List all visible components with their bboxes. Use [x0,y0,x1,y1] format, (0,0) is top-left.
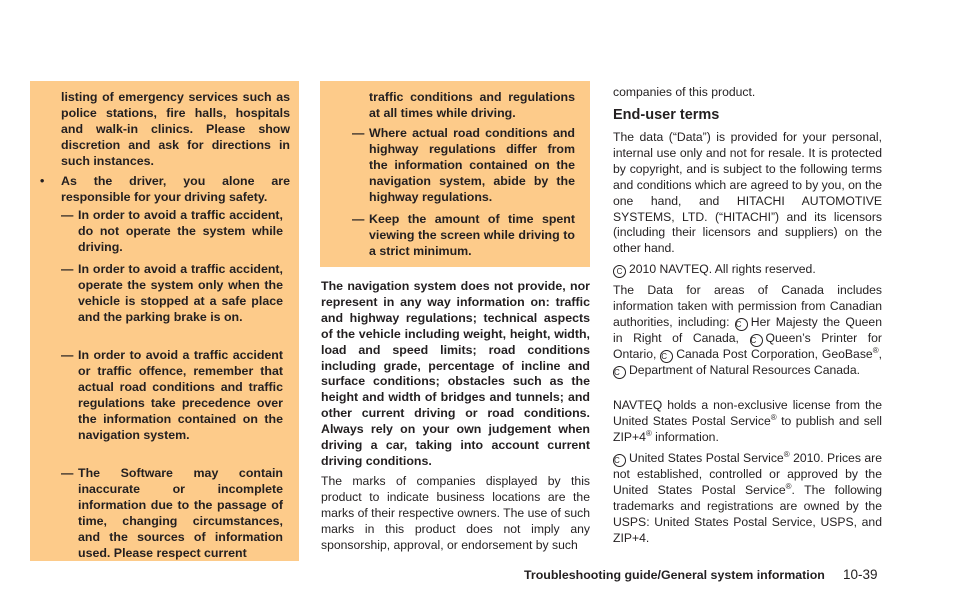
section-heading: End-user terms [613,107,720,123]
copyright-icon: C [750,334,763,347]
navteq-copyright-paragraph [613,262,882,278]
caution-box-left [30,81,299,561]
license-text: information. [655,429,719,444]
page-number: 10-39 [843,567,878,582]
caution-dash-item: In order to avoid a traffic accident, operate the system only when the vehicle is stopped at a safe place and the parking brake is on. [78,262,283,324]
dash-mark: — [352,126,365,140]
copyright-icon: C [660,350,673,363]
usps-text: 2010. Prices are not established, controlled or approved by the United States Postal Service [613,451,883,497]
navteq-license-paragraph [613,398,882,446]
copyright-icon: C [613,366,626,379]
caution-lead-text: traffic conditions and regulations at all times while driving. [369,90,575,120]
license-text: NAVTEQ holds a non-exclusive license from the United States Postal Service [613,398,882,428]
continued-text: companies of this product. [613,85,756,99]
end-user-terms-paragraph: The data (“Data”) is provided for your personal, internal use only and not for resale. It is protected by copyright, and is subject to the following terms and conditions which are agreed to by you, on the one hand, and HITACHI AUTOMOTIVE SYSTEMS, LTD. (“HITACHI”) and its licensors (including their licensors and suppliers) on the other hand. [613,130,882,256]
canada-text: Queen’s Printer for Ontario, [613,330,882,361]
license-text: to publish and sell ZIP+4 [613,413,882,444]
dash-mark: — [61,466,74,480]
caution-lead-text: listing of emergency services such as police stations, fire halls, hospitals and walk-in clinics. Please show discretion and ask for directions in such instances. [61,90,290,168]
caution-bullet-text: As the driver, you alone are responsible for your driving safety. [61,174,290,204]
canada-data-paragraph: The Data for areas of Canada includes information taken with permission from Canadian authorities, including: C Her Majesty the Queen in Right of Canada, C Queen’s Printer for Ontario, C Canada Post Corporation, GeoBase®, C Department of Natural Resources Canada. [613,283,882,377]
canada-text: The Data for areas of Canada includes information taken with permission from Canadian authorities, including: [613,283,882,329]
trademark-paragraph: The marks of companies displayed by this product to indicate business locations are the marks of their respective owners. The use of such marks in this product does not imply any sponsorship, approval, or endorsement by such [321,474,590,552]
canada-text: Canada Post Corporation, GeoBase [676,346,873,361]
bullet-mark: • [40,174,45,188]
registered-mark: ® [783,449,790,459]
caution-dash-item: In order to avoid a traffic accident or traffic offence, remember that actual road conditions and traffic regulations take precedence over the information contained on the navigation system. [78,348,283,442]
navteq-copyright-text: 2010 NAVTEQ. All rights reserved. [629,262,816,276]
canada-text: Her Majesty the Queen in Right of Canada, [613,314,882,345]
registered-mark: ® [785,481,792,491]
footer-section-title: Troubleshooting guide/General system information [524,568,825,582]
usps-text: . The following trademarks and registrations are owned by the USPS: United States Postal Service, USPS, and ZIP+4. [613,482,882,545]
usps-text: United States Postal Service [629,451,784,465]
dash-mark: — [61,262,74,276]
copyright-icon: C [735,318,748,331]
copyright-icon: C [613,265,626,278]
registered-mark: ® [770,412,777,422]
navigation-disclaimer-paragraph: The navigation system does not provide, nor represent in any way information on: traffic and highway regulations; technical aspects of the vehicle including weight, height, width, load and speed limits; road conditions including grade, percentage of incline and surface conditions; obstacles such as the height and width of bridges and tunnels; and other current driving or road conditions. Always rely on your own judgement when driving a car, taking into account current driving conditions. [321,279,590,468]
usps-paragraph [613,451,882,547]
dash-mark: — [352,212,365,226]
canada-text: Department of Natural Resources Canada. [629,362,861,377]
dash-mark: — [61,348,74,362]
dash-mark: — [61,208,74,222]
copyright-icon: C [613,454,626,467]
caution-dash-item: Where actual road conditions and highway regulations differ from the information contained on the navigation system, abide by the highway regulations. [369,126,575,204]
caution-dash-item: Keep the amount of time spent viewing the screen while driving to a strict minimum. [369,212,575,258]
caution-box-middle [320,81,590,267]
registered-mark: ® [872,345,879,355]
registered-mark: ® [645,428,652,438]
caution-dash-item: The Software may contain inaccurate or incomplete information due to the passage of time, changing circumstances, and the sources of information used. Please respect current [78,466,283,560]
caution-dash-item: In order to avoid a traffic accident, do not operate the system while driving. [78,208,283,254]
